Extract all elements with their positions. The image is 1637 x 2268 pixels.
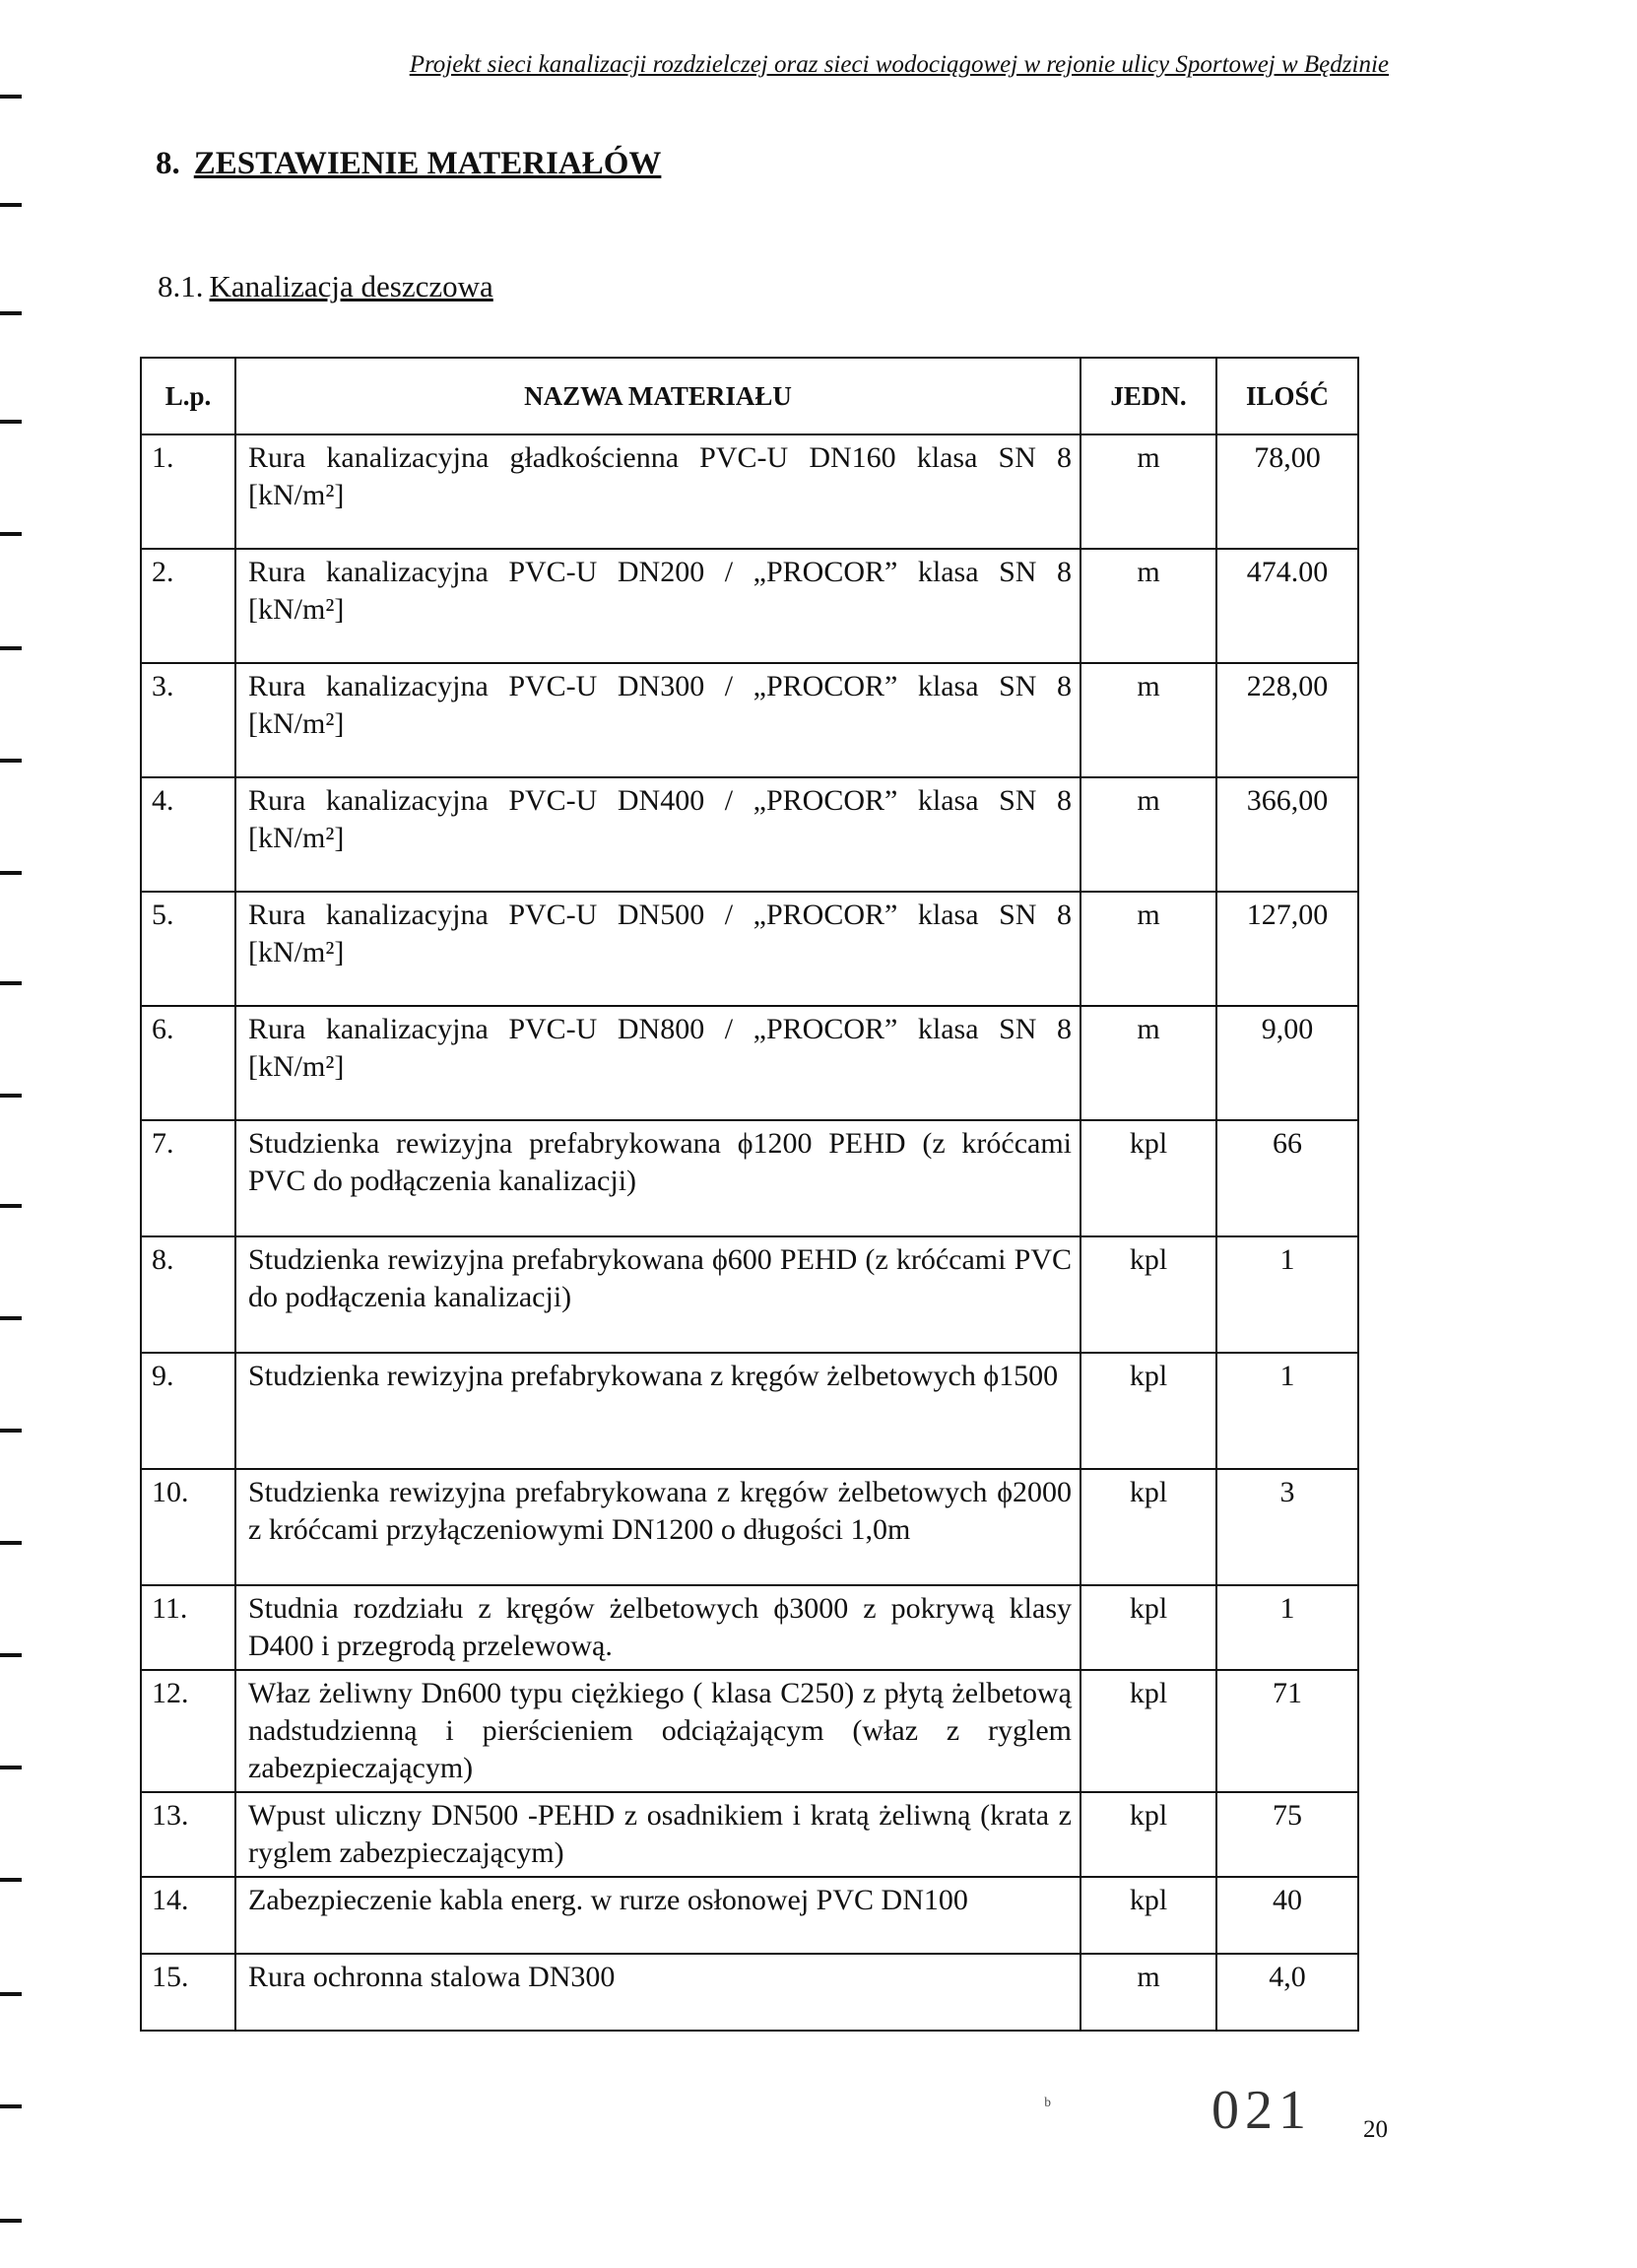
cell-qty: 228,00 [1216, 663, 1358, 777]
materials-table [140, 357, 1359, 2032]
cell-lp: 6. [141, 1006, 235, 1120]
table-row [141, 1006, 1358, 1120]
section-heading [156, 146, 661, 182]
subsection-title: Kanalizacja deszczowa [209, 269, 493, 303]
column-header-lp: L.p. [141, 358, 235, 434]
cell-qty: 75 [1216, 1792, 1358, 1877]
binder-mark [0, 1204, 22, 1208]
binder-mark [0, 1094, 22, 1098]
cell-lp: 15. [141, 1954, 235, 2031]
cell-unit: kpl [1080, 1792, 1216, 1877]
cell-lp: 9. [141, 1353, 235, 1469]
cell-lp: 14. [141, 1877, 235, 1954]
cell-qty: 78,00 [1216, 434, 1358, 549]
document-header: Projekt sieci kanalizacji rozdzielczej oraz sieci wodociągowej w rejonie ulicy Sportowej w Będzinie [409, 51, 1389, 78]
cell-qty: 366,00 [1216, 777, 1358, 892]
cell-qty: 40 [1216, 1877, 1358, 1954]
table-row [141, 1585, 1358, 1670]
cell-unit: kpl [1080, 1353, 1216, 1469]
table-header-row [141, 358, 1358, 434]
binder-mark [0, 1992, 22, 1996]
page-stamp: 021 [1211, 2080, 1312, 2141]
cell-unit: kpl [1080, 1236, 1216, 1353]
cell-unit: kpl [1080, 1469, 1216, 1585]
binder-mark [0, 1766, 22, 1769]
column-header-qty: ILOŚĆ [1216, 358, 1358, 434]
subsection-heading [158, 269, 493, 304]
table-row [141, 1236, 1358, 1353]
binder-mark [0, 532, 22, 536]
cell-unit: kpl [1080, 1877, 1216, 1954]
cell-lp: 8. [141, 1236, 235, 1353]
cell-qty: 9,00 [1216, 1006, 1358, 1120]
section-title: ZESTAWIENIE MATERIAŁÓW [193, 146, 662, 181]
cell-lp: 12. [141, 1670, 235, 1792]
cell-qty: 1 [1216, 1236, 1358, 1353]
cell-name: Wpust uliczny DN500 -PEHD z osadnikiem i kratą żeliwną (krata z ryglem zabezpieczającym) [235, 1792, 1080, 1877]
binder-mark [0, 420, 22, 424]
cell-qty: 1 [1216, 1585, 1358, 1670]
cell-lp: 4. [141, 777, 235, 892]
cell-qty: 66 [1216, 1120, 1358, 1236]
table-row [141, 1469, 1358, 1585]
cell-name: Rura ochronna stalowa DN300 [235, 1954, 1080, 2031]
cell-name: Rura kanalizacyjna PVC-U DN300 / „PROCOR” klasa SN 8 [kN/m²] [235, 663, 1080, 777]
binder-mark [0, 2104, 22, 2108]
cell-unit: m [1080, 663, 1216, 777]
table-row [141, 1877, 1358, 1954]
binder-mark [0, 759, 22, 763]
cell-qty: 3 [1216, 1469, 1358, 1585]
binder-mark [0, 1878, 22, 1882]
binder-mark [0, 1316, 22, 1320]
cell-unit: m [1080, 777, 1216, 892]
cell-unit: kpl [1080, 1585, 1216, 1670]
cell-lp: 10. [141, 1469, 235, 1585]
section-number: 8. [156, 146, 180, 181]
cell-lp: 13. [141, 1792, 235, 1877]
cell-name: Zabezpieczenie kabla energ. w rurze osłonowej PVC DN100 [235, 1877, 1080, 1954]
column-header-name: NAZWA MATERIAŁU [235, 358, 1080, 434]
cell-name: Studzienka rewizyjna prefabrykowana z kręgów żelbetowych ϕ1500 [235, 1353, 1080, 1469]
cell-unit: kpl [1080, 1670, 1216, 1792]
binder-mark [0, 1653, 22, 1657]
cell-lp: 11. [141, 1585, 235, 1670]
cell-name: Rura kanalizacyjna PVC-U DN800 / „PROCOR” klasa SN 8 [kN/m²] [235, 1006, 1080, 1120]
margin-mark: ᵇ [1044, 2093, 1051, 2117]
cell-qty: 474.00 [1216, 549, 1358, 663]
binder-mark [0, 203, 22, 207]
cell-name: Właz żeliwny Dn600 typu ciężkiego ( klasa C250) z płytą żelbetową nadstudzienną i pierścieniem odciążającym (właz z ryglem zabezpieczającym) [235, 1670, 1080, 1792]
table-row [141, 1120, 1358, 1236]
table-row [141, 663, 1358, 777]
cell-lp: 2. [141, 549, 235, 663]
cell-unit: m [1080, 1954, 1216, 2031]
cell-lp: 1. [141, 434, 235, 549]
cell-name: Studzienka rewizyjna prefabrykowana ϕ1200 PEHD (z króćcami PVC do podłączenia kanalizacji) [235, 1120, 1080, 1236]
binder-mark [0, 95, 22, 99]
table-row [141, 434, 1358, 549]
cell-unit: m [1080, 892, 1216, 1006]
cell-lp: 5. [141, 892, 235, 1006]
cell-qty: 127,00 [1216, 892, 1358, 1006]
binder-mark [0, 1541, 22, 1545]
cell-name: Rura kanalizacyjna PVC-U DN400 / „PROCOR” klasa SN 8 [kN/m²] [235, 777, 1080, 892]
cell-name: Rura kanalizacyjna PVC-U DN500 / „PROCOR” klasa SN 8 [kN/m²] [235, 892, 1080, 1006]
cell-name: Rura kanalizacyjna PVC-U DN200 / „PROCOR” klasa SN 8 [kN/m²] [235, 549, 1080, 663]
binder-mark [0, 311, 22, 315]
binder-mark [0, 981, 22, 985]
cell-qty: 71 [1216, 1670, 1358, 1792]
table-row [141, 892, 1358, 1006]
subsection-number: 8.1. [158, 269, 204, 303]
column-header-unit: JEDN. [1080, 358, 1216, 434]
cell-lp: 3. [141, 663, 235, 777]
binder-mark [0, 2219, 22, 2223]
cell-name: Studzienka rewizyjna prefabrykowana ϕ600 PEHD (z króćcami PVC do podłączenia kanalizacji) [235, 1236, 1080, 1353]
cell-unit: m [1080, 549, 1216, 663]
binder-mark [0, 646, 22, 650]
cell-name: Studnia rozdziału z kręgów żelbetowych ϕ3000 z pokrywą klasy D400 i przegrodą przelewową. [235, 1585, 1080, 1670]
binder-mark [0, 1429, 22, 1433]
cell-name: Rura kanalizacyjna gładkościenna PVC-U DN160 klasa SN 8 [kN/m²] [235, 434, 1080, 549]
cell-unit: m [1080, 1006, 1216, 1120]
table-row [141, 1353, 1358, 1469]
table-row [141, 1954, 1358, 2031]
cell-lp: 7. [141, 1120, 235, 1236]
binder-mark [0, 871, 22, 875]
table-row [141, 1792, 1358, 1877]
cell-unit: kpl [1080, 1120, 1216, 1236]
cell-qty: 4,0 [1216, 1954, 1358, 2031]
table-row [141, 1670, 1358, 1792]
cell-name: Studzienka rewizyjna prefabrykowana z kręgów żelbetowych ϕ2000 z króćcami przyłączeniowymi DN1200 o długości 1,0m [235, 1469, 1080, 1585]
cell-unit: m [1080, 434, 1216, 549]
table-row [141, 777, 1358, 892]
page-number: 20 [1363, 2116, 1388, 2143]
table-row [141, 549, 1358, 663]
cell-qty: 1 [1216, 1353, 1358, 1469]
